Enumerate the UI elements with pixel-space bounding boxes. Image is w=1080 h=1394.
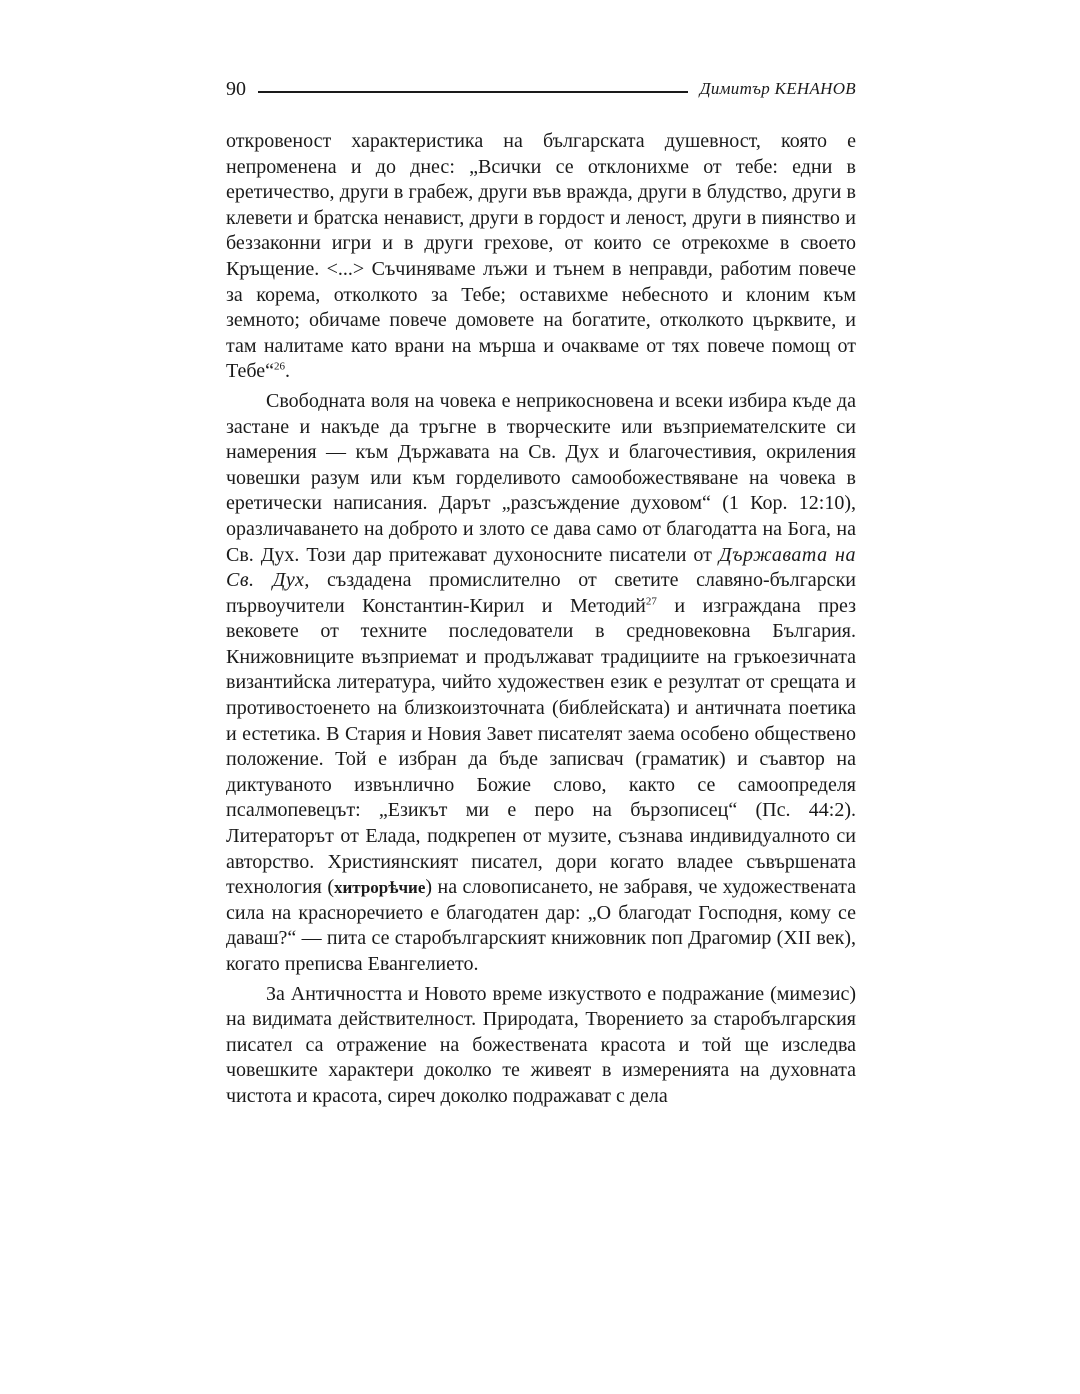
paragraph-2: [226, 389, 856, 978]
paragraph-3: За Античността и Новото време изкуството е подражание (мимезис) на видимата действителност. Природата, Творението за старобългарския писател са отражение на божествената красота и той ще изследва човешките характери доколко те живеят в измеренията на духовната чистота и красота, сиреч доколко подражават с дела: [226, 982, 856, 1107]
paragraph-2-text-a: Свободната воля на човека е неприкосновена и всеки избира къде да застане и накъде да тръгне в творческите или възприемателските си намерения — към Държавата на Св. Дух и благочестивия, окриления човешки разум или към горделивото самообожествяване на човека в еретически написания. Дарът „разсъждение духовом“ (1 Кор. 12:10), оразличаването на доброто и злото се дава само от благодатта на Бога, на Св. Дух. Този дар притежават духоносните писатели от: [226, 389, 856, 566]
old-bulgarian-term: хитрорѣчие: [334, 878, 426, 898]
paragraph-2-text-b: , създадена промислително от светите славяно-български първоучители Константин-Кирил и Методий: [226, 569, 856, 617]
running-head-author: Димитър КЕНАНОВ: [699, 79, 856, 98]
paragraph-2-text-d: ) на словописането, не забравя, че художествената сила на красноречието е благодатен дар: „О благодат Господня, кому се даваш?“ — пита се старобългарският книжовник поп Драгомир (XII век), когато преписва Евангелието.: [226, 876, 857, 975]
paragraph-1-end: .: [285, 360, 290, 383]
paragraph-1-text: откровеност характеристика на българската душевност, която е непроменена и до днес: „Всички се отклонихме от тебе: едни в еретичество, други в грабеж, други във вражда, други в блудство, други в клевети и братска ненавист, други в гордост и леност, други в пиянство и беззаконни игри и в други грехове, от които се отрекохме в своето Кръщение. <...> Съчиняваме лъжи и тънем в неправди, работим повече за корема, отколкото за Тебе; оставихме небесното и клоним към земното; обичаме повече домовете на богатите, отколкото църквите, и там налитаме като врани на мърша и очакваме от тях повече помощ от Тебе“: [226, 130, 856, 383]
header-rule: [258, 91, 688, 93]
paragraph-1: [226, 129, 856, 385]
italic-term: Държавата на Св. Дух: [226, 543, 856, 592]
body-text: [226, 129, 856, 1114]
footnote-ref-27: 27: [645, 595, 657, 608]
footnote-ref-26: 26: [274, 360, 285, 373]
page-number: 90: [226, 78, 246, 100]
page-header: [226, 76, 856, 102]
paragraph-2-text-c: и изграждана през вековете от техните последователи в средновековна България. Книжовниците възприемат и продължават традициите на гръкоезичната византийска литература, чийто художествен език е резултат от срещата и противостоенето на близкоизточната (библейската) и античната поетика и естетика. В Стария и Новия Завет писателят заема особено обществено положение. Той е избран да бъде записвач (граматик) и съавтор на диктуваното извънлично Божие слово, както се самоопределя псалмопевецът: „Езикът ми е перо на бързописец“ (Пс. 44:2). Литераторът от Елада, подкрепен от музите, съзнава индивидуалното си авторство. Християнският писател, дори когато владее съвършената технология (: [226, 594, 856, 899]
